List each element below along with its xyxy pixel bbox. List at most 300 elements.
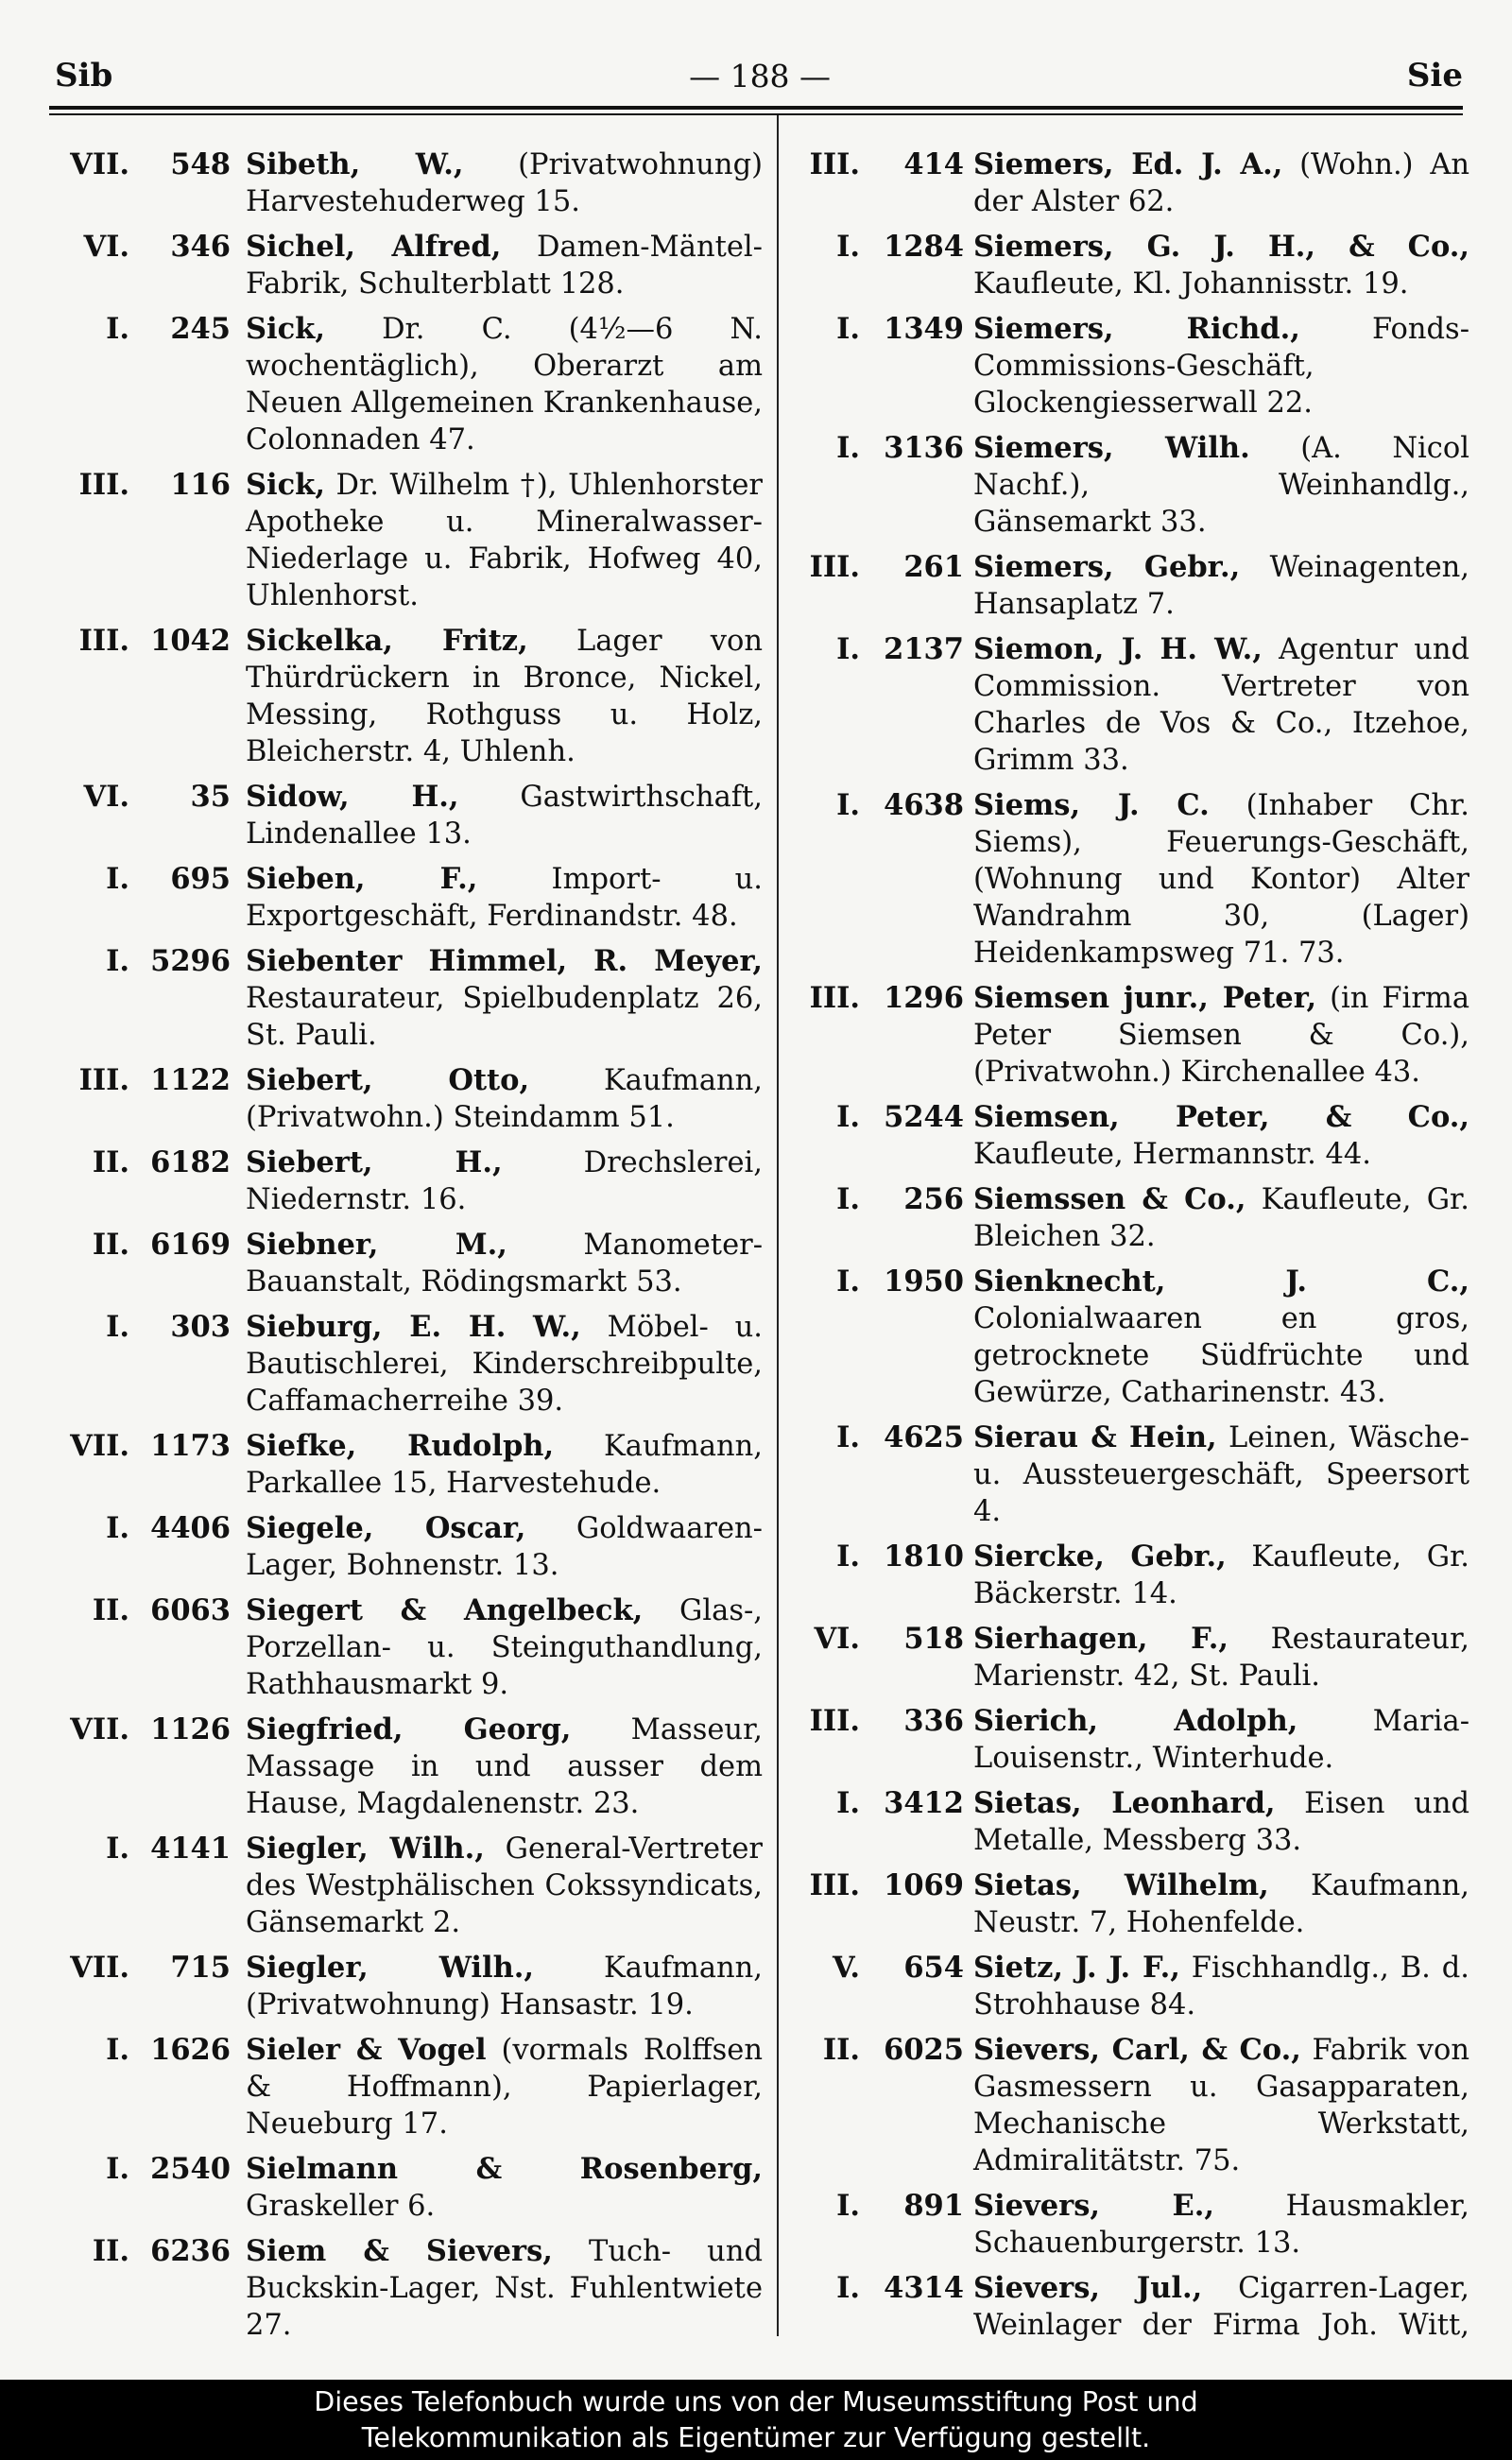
directory-entry: [52, 861, 763, 935]
subscriber-name: Siemers, Richd.,: [973, 312, 1300, 346]
phone-number: 3136: [884, 431, 964, 465]
subscriber-name: Sietas, Leonhard,: [973, 1786, 1276, 1820]
phone-reference: [784, 2188, 973, 2262]
subscriber-name: Siem & Sievers,: [246, 2234, 553, 2268]
subscriber-name: Siemers, Wilh.: [973, 431, 1250, 465]
subscriber-name: Sieburg, E. H. W.,: [246, 1310, 581, 1344]
entry-text: [973, 430, 1469, 541]
entry-text: [246, 623, 763, 770]
entry-text: [246, 1309, 763, 1419]
right-column: [784, 146, 1469, 2342]
subscriber-name: Siebner, M.,: [246, 1228, 507, 1262]
phone-reference: [52, 311, 246, 458]
directory-entry: [784, 2188, 1469, 2262]
subscriber-name: Sick,: [246, 312, 325, 346]
subscriber-details: Lager von Thürdrückern in Bronce, Nickel, Messing, Rothguss u. Holz, Bleicherstr. 4, Uhlenh.: [246, 625, 763, 768]
subscriber-details: (Wohn.) An der Alster 62.: [973, 148, 1469, 218]
subscriber-details: General-Vertreter des Westphälischen Cokssyndicats, Gänsemarkt 2.: [246, 1832, 763, 1939]
phone-number: 6236: [150, 2234, 231, 2268]
subscriber-details: (A. Nicol Nachf.), Weinhandlg., Gänsemarkt 33.: [973, 432, 1469, 539]
phone-reference: [784, 2032, 973, 2179]
entry-text: [246, 1712, 763, 1822]
subscriber-name: Sievers, Jul.,: [973, 2271, 1203, 2305]
subscriber-name: Siemsen, Peter, & Co.,: [973, 1100, 1469, 1134]
directory-entry: [784, 1419, 1469, 1530]
exchange-office: VI.: [83, 230, 129, 264]
phone-reference: [784, 980, 973, 1091]
directory-entry: [52, 1062, 763, 1136]
subscriber-name: Siebert, H.,: [246, 1145, 503, 1179]
directory-entry: [784, 1539, 1469, 1612]
header-right-keyword: Sie: [1406, 57, 1463, 95]
exchange-office: I.: [106, 1832, 129, 1866]
phone-number: 1173: [150, 1429, 231, 1463]
subscriber-name: Siercke, Gebr.,: [973, 1540, 1227, 1574]
entry-text: [246, 1428, 763, 1502]
phone-number: 6169: [150, 1228, 231, 1262]
entry-text: [973, 1867, 1469, 1941]
phone-number: 6063: [150, 1593, 231, 1627]
phone-reference: [784, 1621, 973, 1694]
subscriber-name: Siefke, Rudolph,: [246, 1429, 555, 1463]
phone-number: 548: [170, 147, 231, 181]
phone-number: 336: [903, 1704, 964, 1738]
subscriber-name: Sievers, Carl, & Co.,: [973, 2033, 1301, 2067]
subscriber-details: (vormals Rolffsen & Hoffmann), Papierlager, Neueburg 17.: [246, 2034, 763, 2141]
subscriber-details: Restaurateur, Spielbudenplatz 26, St. Pauli.: [246, 982, 763, 1052]
subscriber-details: Leinen, Wäsche- u. Aussteuergeschäft, Speersort 4.: [973, 1421, 1469, 1528]
phone-reference: [784, 430, 973, 541]
subscriber-name: Siemers, Gebr.,: [973, 550, 1241, 584]
subscriber-details: Cigarren-Lager, Weinlager der Firma Joh. Witt,: [973, 2272, 1469, 2342]
phone-reference: [784, 1419, 973, 1530]
entry-text: [246, 146, 763, 220]
subscriber-details: Kaufmann, (Privatwohn.) Steindamm 51.: [246, 1064, 763, 1134]
phone-reference: [52, 1831, 246, 1941]
exchange-office: I.: [836, 1420, 860, 1454]
page-number: — 188 —: [689, 57, 832, 95]
subscriber-name: Siemers, G. J. H., & Co.,: [973, 230, 1469, 264]
phone-number: 303: [170, 1310, 231, 1344]
subscriber-name: Sick,: [246, 468, 325, 502]
directory-entry: [784, 787, 1469, 972]
exchange-office: II.: [822, 2033, 860, 2067]
entry-text: [973, 1264, 1469, 1411]
phone-reference: [784, 1099, 973, 1173]
exchange-office: III.: [78, 1063, 129, 1097]
page-header: [55, 52, 1463, 99]
subscriber-details: Dr. Wilhelm †), Uhlenhorster Apotheke u. Mineralwasser-Niederlage u. Fabrik, Hofweg 40, Uhlenhorst.: [246, 469, 763, 612]
entry-text: [973, 229, 1469, 302]
phone-reference: [784, 229, 973, 302]
exchange-office: I.: [836, 1100, 860, 1134]
phone-reference: [52, 1309, 246, 1419]
subscriber-name: Siemsen junr., Peter,: [973, 981, 1317, 1015]
directory-entry: [52, 2233, 763, 2342]
phone-number: 35: [190, 780, 231, 814]
phone-reference: [52, 943, 246, 1054]
exchange-office: I.: [106, 312, 129, 346]
subscriber-name: Sieben, F.,: [246, 862, 478, 896]
entry-text: [973, 146, 1469, 220]
phone-reference: [52, 1712, 246, 1822]
entry-text: [246, 467, 763, 614]
entry-text: [246, 1592, 763, 1703]
directory-entry: [52, 146, 763, 220]
subscriber-details: Fischhandlg., B. d. Strohhause 84.: [973, 1952, 1469, 2021]
entry-text: [973, 2270, 1469, 2342]
exchange-office: II.: [92, 2234, 129, 2268]
subscriber-name: Sidow, H.,: [246, 780, 459, 814]
column-divider: [777, 115, 779, 2336]
phone-number: 3412: [884, 1786, 964, 1820]
directory-entry: [784, 549, 1469, 623]
subscriber-name: Siebert, Otto,: [246, 1063, 530, 1097]
subscriber-details: Dr. C. (4½—6 N. wochentäglich), Oberarzt am Neuen Allgemeinen Krankenhause, Colonnaden 47.: [246, 313, 763, 456]
subscriber-name: Siebenter Himmel, R. Meyer,: [246, 944, 763, 978]
subscriber-name: Siemssen & Co.,: [973, 1182, 1246, 1216]
phone-number: 1122: [150, 1063, 231, 1097]
exchange-office: VII.: [70, 1712, 129, 1746]
phone-number: 1042: [150, 624, 231, 658]
phone-reference: [52, 1510, 246, 1584]
exchange-office: III.: [809, 1868, 860, 1902]
subscriber-details: Kaufleute, Hermannstr. 44.: [973, 1138, 1371, 1171]
entry-text: [973, 2188, 1469, 2262]
exchange-office: VI.: [83, 780, 129, 814]
directory-entry: [52, 779, 763, 852]
phone-number: 715: [170, 1951, 231, 1985]
phone-number: 4406: [150, 1511, 231, 1545]
exchange-office: I.: [836, 431, 860, 465]
phone-reference: [52, 861, 246, 935]
phone-reference: [52, 1062, 246, 1136]
phone-number: 891: [903, 2189, 964, 2223]
entry-text: [973, 1099, 1469, 1173]
phone-number: 2137: [884, 632, 964, 666]
phone-reference: [52, 2233, 246, 2342]
directory-entry: [52, 623, 763, 770]
phone-reference: [52, 1592, 246, 1703]
phone-reference: [784, 146, 973, 220]
entry-text: [246, 1950, 763, 2023]
phone-reference: [52, 779, 246, 852]
directory-entry: [784, 631, 1469, 779]
exchange-office: I.: [836, 230, 860, 264]
subscriber-details: Damen-Mäntel-Fabrik, Schulterblatt 128.: [246, 231, 763, 301]
entry-text: [973, 1181, 1469, 1255]
subscriber-details: Kaufmann, Neustr. 7, Hohenfelde.: [973, 1869, 1469, 1939]
directory-entry: [784, 311, 1469, 421]
exchange-office: III.: [809, 147, 860, 181]
subscriber-name: Sietas, Wilhelm,: [973, 1868, 1269, 1902]
exchange-office: II.: [92, 1593, 129, 1627]
subscriber-details: (Privatwohnung) Harvestehuderweg 15.: [246, 148, 763, 218]
directory-entry: [784, 1264, 1469, 1411]
phone-number: 1284: [884, 230, 964, 264]
subscriber-details: Möbel- u. Bautischlerei, Kinderschreibpulte, Caffamacherreihe 39.: [246, 1311, 763, 1418]
subscriber-name: Siegert & Angelbeck,: [246, 1593, 644, 1627]
header-rule-thick: [49, 106, 1463, 110]
directory-entry: [784, 1785, 1469, 1859]
exchange-office: I.: [836, 788, 860, 822]
directory-entry: [52, 1428, 763, 1502]
subscriber-details: Manometer-Bauanstalt, Rödingsmarkt 53.: [246, 1229, 763, 1299]
header-rule-thin: [49, 113, 1463, 115]
subscriber-details: Goldwaaren-Lager, Bohnenstr. 13.: [246, 1512, 763, 1582]
exchange-office: I.: [106, 2152, 129, 2186]
phone-reference: [784, 1539, 973, 1612]
subscriber-details: Weinagenten, Hansaplatz 7.: [973, 551, 1469, 621]
exchange-office: V.: [833, 1951, 860, 1985]
exchange-office: I.: [836, 2189, 860, 2223]
phone-number: 1296: [884, 981, 964, 1015]
entry-text: [246, 943, 763, 1054]
exchange-office: VII.: [70, 1429, 129, 1463]
phone-reference: [784, 1950, 973, 2023]
phone-reference: [52, 146, 246, 220]
subscriber-details: (in Firma Peter Siemsen & Co.), (Privatwohn.) Kirchenallee 43.: [973, 982, 1469, 1089]
subscriber-name: Sickelka, Fritz,: [246, 624, 528, 658]
directory-entry: [52, 1950, 763, 2023]
phone-reference: [52, 1428, 246, 1502]
exchange-office: III.: [809, 1704, 860, 1738]
footer-line-2: Telekommunikation als Eigentümer zur Verfügung gestellt.: [361, 2421, 1151, 2453]
phone-reference: [52, 229, 246, 302]
exchange-office: I.: [106, 1511, 129, 1545]
directory-entry: [784, 430, 1469, 541]
directory-entry: [52, 467, 763, 614]
exchange-office: I.: [836, 2271, 860, 2305]
directory-entry: [784, 1621, 1469, 1694]
phone-number: 245: [170, 312, 231, 346]
directory-entry: [52, 229, 763, 302]
subscriber-details: Gastwirthschaft, Lindenallee 13.: [246, 781, 763, 851]
directory-entry: [52, 1712, 763, 1822]
directory-entry: [784, 1703, 1469, 1777]
phone-number: 414: [903, 147, 964, 181]
entry-text: [246, 779, 763, 852]
entry-text: [246, 311, 763, 458]
exchange-office: I.: [106, 2033, 129, 2067]
entry-text: [973, 1703, 1469, 1777]
entry-text: [973, 549, 1469, 623]
phone-number: 654: [903, 1951, 964, 1985]
phone-reference: [52, 623, 246, 770]
directory-entry: [784, 229, 1469, 302]
entry-text: [973, 1950, 1469, 2023]
subscriber-details: Masseur, Massage in und ausser dem Hause, Magdalenenstr. 23.: [246, 1713, 763, 1820]
subscriber-name: Sibeth, W.,: [246, 147, 464, 181]
phone-number: 1069: [884, 1868, 964, 1902]
exchange-office: II.: [92, 1228, 129, 1262]
entry-text: [973, 1785, 1469, 1859]
subscriber-details: Kaufleute, Gr. Bäckerstr. 14.: [973, 1540, 1469, 1610]
directory-entry: [784, 146, 1469, 220]
phone-number: 116: [170, 468, 231, 502]
phone-reference: [52, 2032, 246, 2142]
subscriber-details: Tuch- und Buckskin-Lager, Nst. Fuhlentwiete 27.: [246, 2235, 763, 2342]
phone-reference: [52, 467, 246, 614]
header-left-keyword: Sib: [55, 57, 113, 95]
phone-number: 261: [903, 550, 964, 584]
entry-text: [246, 1144, 763, 1218]
footer-line-1: Dieses Telefonbuch wurde uns von der Museumsstiftung Post und: [314, 2385, 1198, 2417]
subscriber-name: Siemers, Ed. J. A.,: [973, 147, 1283, 181]
exchange-office: VI.: [814, 1622, 860, 1656]
phone-reference: [52, 1950, 246, 2023]
subscriber-name: Sieler & Vogel: [246, 2033, 487, 2067]
phone-number: 1626: [150, 2033, 231, 2067]
phone-number: 1349: [884, 312, 964, 346]
phone-reference: [784, 787, 973, 972]
entry-text: [973, 2032, 1469, 2179]
entry-text: [973, 1539, 1469, 1612]
subscriber-details: Glas-, Porzellan- u. Steinguthandlung, Rathhausmarkt 9.: [246, 1594, 763, 1701]
subscriber-details: Hausmakler, Schauenburgerstr. 13.: [973, 2190, 1469, 2260]
directory-entry: [784, 980, 1469, 1091]
phone-reference: [784, 1785, 973, 1859]
entry-text: [246, 1510, 763, 1584]
directory-entry: [52, 1592, 763, 1703]
subscriber-name: Siegler, Wilh.,: [246, 1832, 485, 1866]
exchange-office: III.: [78, 624, 129, 658]
exchange-office: I.: [836, 1786, 860, 1820]
exchange-office: I.: [836, 312, 860, 346]
subscriber-details: (Inhaber Chr. Siems), Feuerungs-Geschäft, (Wohnung und Kontor) Alter Wandrahm 30, (Lager) Heidenkampsweg 71. 73.: [973, 789, 1469, 970]
exchange-office: I.: [836, 1540, 860, 1574]
subscriber-name: Siegfried, Georg,: [246, 1712, 572, 1746]
phone-number: 256: [903, 1182, 964, 1216]
left-column: [52, 146, 763, 2342]
subscriber-name: Sichel, Alfred,: [246, 230, 502, 264]
directory-entry: [784, 2032, 1469, 2179]
phone-reference: [784, 549, 973, 623]
subscriber-details: Fonds-Commissions-Geschäft, Glockengiesserwall 22.: [973, 313, 1469, 420]
phone-number: 4625: [884, 1420, 964, 1454]
subscriber-name: Siegler, Wilh.,: [246, 1951, 535, 1985]
exchange-office: III.: [809, 981, 860, 1015]
subscriber-name: Siems, J. C.: [973, 788, 1210, 822]
subscriber-details: Graskeller 6.: [246, 2190, 436, 2223]
exchange-office: I.: [106, 862, 129, 896]
phone-number: 2540: [150, 2152, 231, 2186]
directory-entry: [52, 1144, 763, 1218]
exchange-office: VII.: [70, 147, 129, 181]
subscriber-name: Sietz, J. J. F.,: [973, 1951, 1180, 1985]
entry-text: [246, 1831, 763, 1941]
footer-banner: [0, 2380, 1512, 2460]
directory-entry: [52, 1227, 763, 1300]
exchange-office: I.: [106, 1310, 129, 1344]
entry-text: [973, 311, 1469, 421]
subscriber-name: Siegele, Oscar,: [246, 1511, 526, 1545]
subscriber-details: Kaufleute, Gr. Bleichen 32.: [973, 1183, 1469, 1253]
exchange-office: II.: [92, 1145, 129, 1179]
subscriber-details: Kaufmann, Parkallee 15, Harvestehude.: [246, 1430, 763, 1500]
phone-number: 6182: [150, 1145, 231, 1179]
directory-entry: [784, 1950, 1469, 2023]
phone-reference: [784, 2270, 973, 2342]
subscriber-details: Agentur und Commission. Vertreter von Charles de Vos & Co., Itzehoe, Grimm 33.: [973, 633, 1469, 777]
subscriber-name: Sierhagen, F.,: [973, 1622, 1228, 1656]
entry-text: [246, 2233, 763, 2342]
entry-text: [246, 2032, 763, 2142]
entry-text: [246, 1227, 763, 1300]
subscriber-name: Sierich, Adolph,: [973, 1704, 1298, 1738]
subscriber-name: Sielmann & Rosenberg,: [246, 2152, 763, 2186]
subscriber-details: Maria-Louisenstr., Winterhude.: [973, 1705, 1469, 1775]
subscriber-details: Import- u. Exportgeschäft, Ferdinandstr. 48.: [246, 863, 763, 933]
exchange-office: I.: [836, 632, 860, 666]
subscriber-name: Sienknecht, J. C.,: [973, 1264, 1469, 1299]
subscriber-details: Restaurateur, Marienstr. 42, St. Pauli.: [973, 1623, 1469, 1693]
phone-reference: [784, 1181, 973, 1255]
directory-entry: [784, 1099, 1469, 1173]
entry-text: [246, 2151, 763, 2225]
phone-reference: [784, 1867, 973, 1941]
phone-number: 1126: [150, 1712, 231, 1746]
exchange-office: I.: [106, 944, 129, 978]
phone-reference: [52, 1227, 246, 1300]
directory-entry: [52, 1510, 763, 1584]
exchange-office: I.: [836, 1182, 860, 1216]
phone-number: 5296: [150, 944, 231, 978]
entry-text: [973, 980, 1469, 1091]
phone-number: 1810: [884, 1540, 964, 1574]
phone-reference: [52, 2151, 246, 2225]
subscriber-details: Drechslerei, Niedernstr. 16.: [246, 1146, 763, 1216]
directory-entry: [52, 1309, 763, 1419]
directory-entry: [52, 311, 763, 458]
phone-number: 695: [170, 862, 231, 896]
entry-text: [973, 1621, 1469, 1694]
exchange-office: VII.: [70, 1951, 129, 1985]
phone-reference: [52, 1144, 246, 1218]
phone-number: 346: [170, 230, 231, 264]
exchange-office: III.: [78, 468, 129, 502]
phone-number: 1950: [884, 1264, 964, 1299]
phone-number: 518: [903, 1622, 964, 1656]
entry-text: [973, 787, 1469, 972]
entry-text: [973, 631, 1469, 779]
directory-entry: [52, 2032, 763, 2142]
exchange-office: I.: [836, 1264, 860, 1299]
directory-entry: [52, 1831, 763, 1941]
phone-number: 6025: [884, 2033, 964, 2067]
subscriber-details: Fabrik von Gasmessern u. Gasapparaten, Mechanische Werkstatt, Admiralitätstr. 75.: [973, 2034, 1469, 2177]
phone-reference: [784, 631, 973, 779]
phone-number: 4638: [884, 788, 964, 822]
subscriber-details: Kaufmann, (Privatwohnung) Hansastr. 19.: [246, 1952, 763, 2021]
phone-reference: [784, 1264, 973, 1411]
directory-entry: [784, 2270, 1469, 2342]
subscriber-name: Siemon, J. H. W.,: [973, 632, 1263, 666]
entry-text: [973, 1419, 1469, 1530]
directory-entry: [52, 943, 763, 1054]
subscriber-details: Kaufleute, Kl. Johannisstr. 19.: [973, 267, 1409, 301]
subscriber-details: Eisen und Metalle, Messberg 33.: [973, 1787, 1469, 1857]
directory-entry: [52, 2151, 763, 2225]
directory-entry: [784, 1181, 1469, 1255]
directory-entry: [784, 1867, 1469, 1941]
phone-reference: [784, 1703, 973, 1777]
subscriber-name: Sievers, E.,: [973, 2189, 1215, 2223]
entry-text: [246, 861, 763, 935]
phone-reference: [784, 311, 973, 421]
phone-number: 5244: [884, 1100, 964, 1134]
entry-text: [246, 1062, 763, 1136]
